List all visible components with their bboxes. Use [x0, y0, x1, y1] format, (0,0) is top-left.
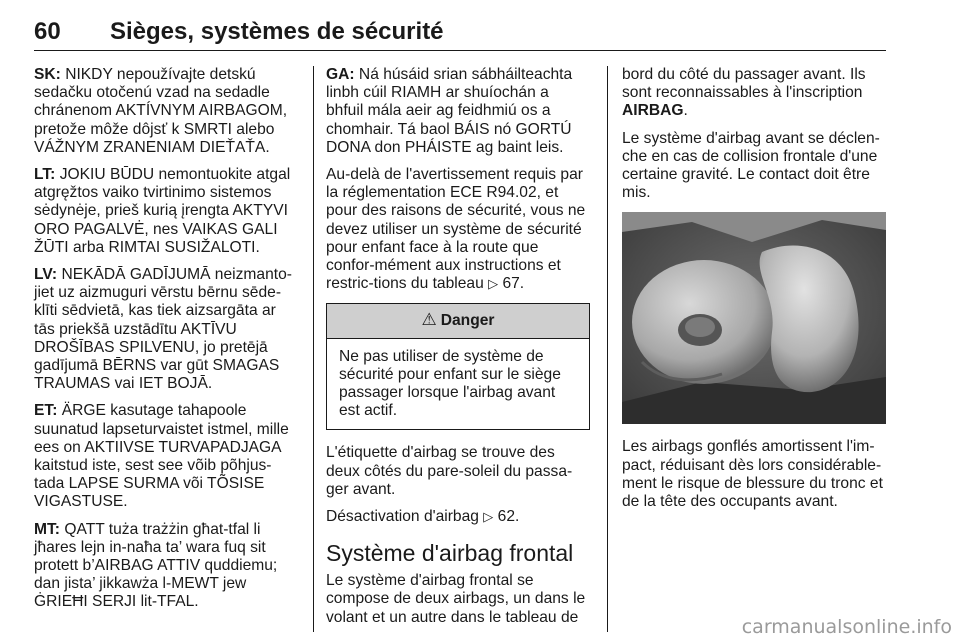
- section-heading: Système d'airbag frontal: [326, 540, 574, 567]
- watermark: carmanualsonline.info: [741, 616, 952, 638]
- page-ref-triangle-icon: ▷: [483, 509, 494, 525]
- column-1: [34, 66, 298, 621]
- deploy-paragraph: Le système d'airbag avant se déclen-che en cas de collision frontale d'une certaine gravité. Le contact doit être mis.: [622, 129, 880, 202]
- page-ref-67[interactable]: 67.: [502, 275, 525, 293]
- ece-paragraph: Au-delà de l'avertissement requis par la réglementation ECE R94.02, et pour des raisons de sécurité, vous ne devez utiliser un système de sécurité pour enfant face à la route que confor-mément aux instructions et restric-tions du tableau ▷ 67.: [326, 166, 586, 293]
- inflated-airbags-image: [622, 212, 886, 424]
- warning-ga: GA: Ná húsáid srian sábháilteachta linbh cúil RIAMH ar shuíochán a bhfuil mála aeir ag feidhmiú os a chomhair. Tá baol BÁIS nó GORTÚ DONA don PHÁISTE ag baint leis.: [326, 66, 573, 156]
- airbag-inscription: AIRBAG: [622, 102, 684, 120]
- deactivation-paragraph: Désactivation d'airbag ▷ 62.: [326, 508, 520, 526]
- danger-box: [326, 303, 590, 430]
- danger-text: Ne pas utiliser de système de sécurité pour enfant sur le siège passager lorsque l'airbag avant est actif.: [339, 347, 561, 420]
- caption-paragraph: Les airbags gonflés amortissent l'im-pact, réduisant dès lors considérable-ment le risque de blessure du tronc et de la tête des occupants avant.: [622, 438, 883, 511]
- danger-header: [327, 304, 589, 338]
- page-number: 60: [34, 18, 61, 45]
- column-3: [622, 66, 886, 520]
- danger-title: Danger: [440, 312, 495, 330]
- warning-lv: LV: NEKĀDĀ GADĪJUMĀ neizmanto-jiet uz aizmuguri vērstu bērnu sēde-klīti sēdvietā, kas tiek aizsargāta ar tās priekšā uzstādītu AKTĪVU DROŠĪBAS SPILVENU, jo pretējā gadījumā BĒRNS var gūt SMAGAS TRAUMAS vai IET BOJĀ.: [34, 266, 292, 393]
- warning-lt: LT: JOKIU BŪDU nemontuokite atgal atgręžtos vaiko tvirtinimo sistemos sėdynėje, prieš kurią įrengta AKTYVI ORO PAGALVĖ, nes VAIKAS GALI ŽŪTI arba RIMTAI SUSIŽALOTI.: [34, 166, 291, 256]
- warning-mt: MT: QATT tuża trażżin għat-tfal li jħares lejn in-naħa ta’ wara fuq sit protett b’AIRBAG ATTIV quddiemu; dan jista’ jikkawża l-MEWT jew ĠRIEĦI SERJI lit-TFAL.: [34, 520, 278, 611]
- warning-sk: SK: NIKDY nepoužívajte detskú sedačku otočenú vzad na sedadle chránenom AKTÍVNYM AIRBAGOM, pretože môže dôjsť k SMRTI alebo VÁŽNYM ZRANENIAM DIEŤAŤA.: [34, 66, 288, 156]
- warning-triangle-icon: ⚠: [421, 310, 437, 330]
- label-paragraph: L'étiquette d'airbag se trouve des deux côtés du pare-soleil du passa-ger avant.: [326, 444, 573, 498]
- page-ref-62[interactable]: 62.: [497, 508, 520, 526]
- column-divider-1: [313, 66, 314, 632]
- page-title: Sièges, systèmes de sécurité: [110, 18, 444, 45]
- page-ref-triangle-icon: ▷: [488, 276, 499, 292]
- continuation-paragraph: bord du côté du passager avant. Ils sont reconnaissables à l'inscription AIRBAG.: [622, 66, 866, 120]
- front-airbag-paragraph: Le système d'airbag frontal se compose de deux airbags, un dans le volant et un autre dans le tableau de: [326, 572, 586, 626]
- page-header: [34, 14, 886, 51]
- column-divider-2: [607, 66, 608, 632]
- warning-et: ET: ÄRGE kasutage tahapoole suunatud lapseturvaistet istmel, mille ees on AKTIIVSE TURVAPADJAGA kaitstud iste, sest see võib põhjus-tada LAPSE SURMA või TÕSISE VIGASTUSE.: [34, 402, 289, 511]
- column-2: [326, 66, 590, 636]
